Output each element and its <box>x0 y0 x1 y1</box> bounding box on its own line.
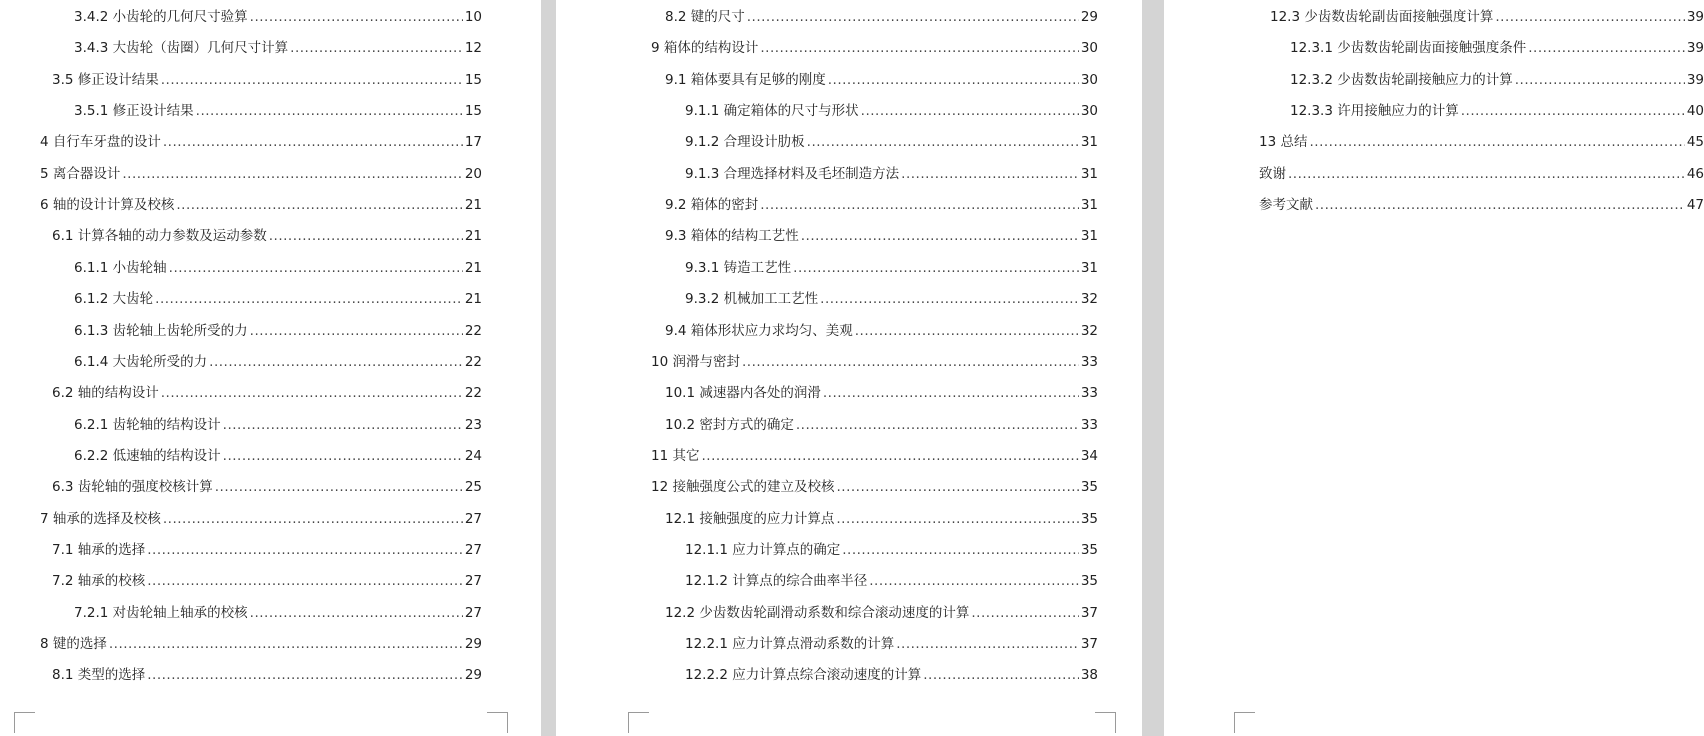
toc-entry-page-number: 21 <box>464 197 482 213</box>
dot-leader <box>176 194 462 216</box>
dot-leader <box>290 37 463 59</box>
toc-entry-title: 7.2.1 对齿轮轴上轴承的校核 <box>74 605 248 621</box>
toc-entry-page-number: 17 <box>464 134 482 150</box>
toc-entry-title: 7 轴承的选择及校核 <box>40 511 161 527</box>
toc-entry-title: 6.1.4 大齿轮所受的力 <box>74 354 208 370</box>
toc-entry-title: 12 接触强度公式的建立及校核 <box>651 479 835 495</box>
toc-entry-page-number: 29 <box>464 636 482 652</box>
dot-leader <box>1309 131 1684 153</box>
toc-entry-page-number: 35 <box>1080 542 1098 558</box>
dot-leader <box>147 539 463 561</box>
dot-leader <box>747 6 1079 28</box>
toc-entry-title: 12.1 接触强度的应力计算点 <box>665 511 835 527</box>
dot-leader <box>215 476 463 498</box>
toc-entry[interactable] <box>1259 163 1704 185</box>
toc-entry[interactable] <box>685 163 1098 185</box>
toc-entry[interactable] <box>685 100 1098 122</box>
toc-entry-page-number: 37 <box>1080 605 1098 621</box>
dot-leader <box>161 382 463 404</box>
toc-entry[interactable] <box>52 225 482 247</box>
toc-entry[interactable] <box>665 194 1098 216</box>
toc-entry[interactable] <box>40 163 482 185</box>
dot-leader <box>223 414 463 436</box>
toc-entry[interactable] <box>665 320 1098 342</box>
crop-mark <box>628 712 649 733</box>
toc-entry-title: 10.1 减速器内各处的润滑 <box>665 385 821 401</box>
toc-entry-title: 12.3 少齿数齿轮副齿面接触强度计算 <box>1270 9 1494 25</box>
toc-entry-title: 11 其它 <box>651 448 700 464</box>
toc-entry-title: 12.1.1 应力计算点的确定 <box>685 542 841 558</box>
dot-leader <box>109 633 463 655</box>
toc-entry-page-number: 46 <box>1686 166 1704 182</box>
toc-entry[interactable] <box>40 194 482 216</box>
toc-entry-page-number: 31 <box>1080 197 1098 213</box>
toc-entry-page-number: 21 <box>464 260 482 276</box>
dot-leader <box>807 131 1079 153</box>
dot-leader <box>923 664 1079 686</box>
dot-leader <box>1515 69 1685 91</box>
toc-entry-page-number: 39 <box>1686 9 1704 25</box>
toc-entry-title: 9.2 箱体的密封 <box>665 197 759 213</box>
dot-leader <box>169 257 463 279</box>
toc-entry-title: 6.1.3 齿轮轴上齿轮所受的力 <box>74 323 248 339</box>
toc-entry-title: 9 箱体的结构设计 <box>651 40 759 56</box>
toc-entry[interactable] <box>665 225 1098 247</box>
toc-entry-title: 7.2 轴承的校核 <box>52 573 146 589</box>
toc-entry-title: 6.2 轴的结构设计 <box>52 385 159 401</box>
toc-entry-title: 13 总结 <box>1259 134 1308 150</box>
toc-entry[interactable] <box>685 539 1098 561</box>
toc-entry-page-number: 29 <box>464 667 482 683</box>
toc-entry-title: 9.1.3 合理选择材料及毛坯制造方法 <box>685 166 900 182</box>
dot-leader <box>209 351 463 373</box>
toc-entry-title: 7.1 轴承的选择 <box>52 542 146 558</box>
dot-leader <box>196 100 463 122</box>
crop-mark <box>487 712 508 733</box>
toc-entry-title: 12.3.2 少齿数齿轮副接触应力的计算 <box>1290 72 1513 88</box>
toc-entry[interactable] <box>74 100 482 122</box>
toc-entry-page-number: 12 <box>464 40 482 56</box>
toc-entry-title: 12.2.2 应力计算点综合滚动速度的计算 <box>685 667 922 683</box>
toc-entry-title: 4 自行车牙盘的设计 <box>40 134 161 150</box>
toc-entry-page-number: 30 <box>1080 40 1098 56</box>
toc-entry[interactable] <box>651 445 1098 467</box>
dot-leader <box>147 570 463 592</box>
toc-entry[interactable] <box>52 664 482 686</box>
toc-entry-title: 9.3.2 机械加工工艺性 <box>685 291 819 307</box>
toc-entry[interactable] <box>1290 100 1704 122</box>
dot-leader <box>250 320 463 342</box>
toc-entry-title: 9.3 箱体的结构工艺性 <box>665 228 799 244</box>
toc-entry[interactable] <box>52 570 482 592</box>
toc-entry[interactable] <box>665 508 1098 530</box>
toc-entry[interactable] <box>1259 194 1704 216</box>
toc-entry-page-number: 31 <box>1080 260 1098 276</box>
dot-leader <box>161 69 463 91</box>
toc-entry[interactable] <box>685 131 1098 153</box>
toc-entry-title: 10 润滑与密封 <box>651 354 740 370</box>
toc-entry-title: 参考文献 <box>1259 197 1313 213</box>
dot-leader <box>147 664 463 686</box>
toc-entry-page-number: 27 <box>464 542 482 558</box>
toc-entry-page-number: 15 <box>464 103 482 119</box>
toc-entry-page-number: 23 <box>464 417 482 433</box>
toc-entry-page-number: 47 <box>1686 197 1704 213</box>
toc-entry-page-number: 34 <box>1080 448 1098 464</box>
dot-leader <box>796 414 1079 436</box>
toc-entry-page-number: 22 <box>464 385 482 401</box>
toc-entry[interactable] <box>74 351 482 373</box>
toc-entry[interactable] <box>685 288 1098 310</box>
dot-leader <box>1315 194 1685 216</box>
toc-entry-title: 6.1 计算各轴的动力参数及运动参数 <box>52 228 267 244</box>
toc-entry-title: 9.3.1 铸造工艺性 <box>685 260 792 276</box>
dot-leader <box>828 69 1079 91</box>
toc-entry[interactable] <box>74 288 482 310</box>
toc-entry-title: 12.2.1 应力计算点滑动系数的计算 <box>685 636 895 652</box>
toc-entry-page-number: 15 <box>464 72 482 88</box>
toc-entry-page-number: 45 <box>1686 134 1704 150</box>
toc-entry-title: 6.2.2 低速轴的结构设计 <box>74 448 221 464</box>
dot-leader <box>836 476 1078 498</box>
toc-entry-page-number: 24 <box>464 448 482 464</box>
dot-leader <box>823 382 1079 404</box>
toc-entry[interactable] <box>40 508 482 530</box>
toc-entry-title: 致谢 <box>1259 166 1286 182</box>
toc-entry-title: 12.2 少齿数齿轮副滑动系数和综合滚动速度的计算 <box>665 605 970 621</box>
toc-entry[interactable] <box>685 257 1098 279</box>
dot-leader <box>855 320 1079 342</box>
dot-leader <box>1288 163 1685 185</box>
toc-entry[interactable] <box>74 414 482 436</box>
toc-entry[interactable] <box>651 37 1098 59</box>
dot-leader <box>760 37 1078 59</box>
toc-entry-page-number: 31 <box>1080 166 1098 182</box>
toc-entry-page-number: 31 <box>1080 134 1098 150</box>
dot-leader <box>820 288 1079 310</box>
toc-entry[interactable] <box>651 476 1098 498</box>
toc-entry-page-number: 21 <box>464 291 482 307</box>
toc-entry-page-number: 40 <box>1686 103 1704 119</box>
toc-entry-page-number: 33 <box>1080 385 1098 401</box>
toc-entry-title: 6.2.1 齿轮轴的结构设计 <box>74 417 221 433</box>
toc-entry-title: 3.5 修正设计结果 <box>52 72 159 88</box>
toc-entry-page-number: 21 <box>464 228 482 244</box>
crop-mark <box>1095 712 1116 733</box>
dot-leader <box>250 6 463 28</box>
toc-entry-title: 12.1.2 计算点的综合曲率半径 <box>685 573 868 589</box>
toc-entry-title: 8 键的选择 <box>40 636 107 652</box>
dot-leader <box>250 602 463 624</box>
toc-entry-title: 9.1 箱体要具有足够的刚度 <box>665 72 826 88</box>
toc-entry-page-number: 38 <box>1080 667 1098 683</box>
toc-entry[interactable] <box>52 476 482 498</box>
dot-leader <box>742 351 1079 373</box>
toc-entry[interactable] <box>665 6 1098 28</box>
toc-entry-title: 3.4.3 大齿轮（齿圈）几何尺寸计算 <box>74 40 289 56</box>
toc-entry-page-number: 31 <box>1080 228 1098 244</box>
toc-entry-page-number: 39 <box>1686 40 1704 56</box>
toc-entry[interactable] <box>40 131 482 153</box>
document-page-3 <box>1164 0 1704 736</box>
toc-entry-page-number: 35 <box>1080 479 1098 495</box>
dot-leader <box>971 602 1078 624</box>
crop-mark <box>1234 712 1255 733</box>
toc-entry-title: 5 离合器设计 <box>40 166 121 182</box>
toc-entry[interactable] <box>52 539 482 561</box>
toc-entry-page-number: 27 <box>464 511 482 527</box>
toc-entry[interactable] <box>74 320 482 342</box>
toc-entry-title: 6.1.2 大齿轮 <box>74 291 154 307</box>
dot-leader <box>223 445 463 467</box>
toc-entry[interactable] <box>685 664 1098 686</box>
toc-entry-page-number: 37 <box>1080 636 1098 652</box>
toc-entry-title: 9.1.1 确定箱体的尺寸与形状 <box>685 103 859 119</box>
toc-entry-page-number: 32 <box>1080 323 1098 339</box>
toc-entry[interactable] <box>651 351 1098 373</box>
toc-entry[interactable] <box>74 37 482 59</box>
toc-entry-title: 3.4.2 小齿轮的几何尺寸验算 <box>74 9 248 25</box>
toc-entry[interactable] <box>1290 37 1704 59</box>
dot-leader <box>793 257 1079 279</box>
dot-leader <box>836 508 1078 530</box>
toc-entry-title: 3.5.1 修正设计结果 <box>74 103 194 119</box>
dot-leader <box>896 633 1079 655</box>
toc-entry[interactable] <box>665 382 1098 404</box>
toc-entry-title: 6.1.1 小齿轮轴 <box>74 260 167 276</box>
toc-entry-title: 8.2 键的尺寸 <box>665 9 745 25</box>
toc-entry-page-number: 35 <box>1080 573 1098 589</box>
toc-entry-page-number: 22 <box>464 354 482 370</box>
dot-leader <box>701 445 1078 467</box>
toc-entry-page-number: 32 <box>1080 291 1098 307</box>
dot-leader <box>269 225 463 247</box>
toc-entry-title: 9.4 箱体形状应力求均匀、美观 <box>665 323 853 339</box>
toc-entry-page-number: 30 <box>1080 72 1098 88</box>
toc-entry-page-number: 10 <box>464 9 482 25</box>
toc-entry[interactable] <box>1259 131 1704 153</box>
toc-entry[interactable] <box>1290 69 1704 91</box>
toc-entry-title: 12.3.3 许用接触应力的计算 <box>1290 103 1459 119</box>
toc-entry[interactable] <box>665 414 1098 436</box>
toc-entry[interactable] <box>1270 6 1704 28</box>
toc-entry-page-number: 20 <box>464 166 482 182</box>
toc-entry-page-number: 39 <box>1686 72 1704 88</box>
toc-entry-page-number: 35 <box>1080 511 1098 527</box>
toc-entry-title: 9.1.2 合理设计肋板 <box>685 134 805 150</box>
dot-leader <box>163 131 463 153</box>
toc-entry[interactable] <box>665 602 1098 624</box>
toc-entry[interactable] <box>685 570 1098 592</box>
toc-entry[interactable] <box>52 69 482 91</box>
toc-entry[interactable] <box>665 69 1098 91</box>
dot-leader <box>163 508 463 530</box>
dot-leader <box>1495 6 1684 28</box>
toc-entry-page-number: 30 <box>1080 103 1098 119</box>
toc-entry-page-number: 33 <box>1080 354 1098 370</box>
toc-entry-page-number: 29 <box>1080 9 1098 25</box>
toc-entry[interactable] <box>74 445 482 467</box>
toc-entry[interactable] <box>74 602 482 624</box>
dot-leader <box>1461 100 1685 122</box>
toc-entry-page-number: 33 <box>1080 417 1098 433</box>
toc-entry[interactable] <box>74 257 482 279</box>
toc-entry-title: 12.3.1 少齿数齿轮副齿面接触强度条件 <box>1290 40 1527 56</box>
toc-entry[interactable] <box>685 633 1098 655</box>
toc-entry[interactable] <box>74 6 482 28</box>
toc-entry-page-number: 27 <box>464 573 482 589</box>
toc-entry[interactable] <box>40 633 482 655</box>
toc-entry-title: 6 轴的设计计算及校核 <box>40 197 175 213</box>
toc-entry[interactable] <box>52 382 482 404</box>
toc-entry-page-number: 27 <box>464 605 482 621</box>
dot-leader <box>861 100 1079 122</box>
dot-leader <box>760 194 1079 216</box>
toc-entry-page-number: 22 <box>464 323 482 339</box>
dot-leader <box>901 163 1079 185</box>
toc-entry-title: 6.3 齿轮轴的强度校核计算 <box>52 479 213 495</box>
crop-mark <box>14 712 35 733</box>
dot-leader <box>801 225 1079 247</box>
document-page-1 <box>0 0 541 736</box>
dot-leader <box>122 163 462 185</box>
dot-leader <box>155 288 463 310</box>
document-page-2 <box>556 0 1142 736</box>
toc-entry-title: 10.2 密封方式的确定 <box>665 417 794 433</box>
toc-entry-page-number: 25 <box>464 479 482 495</box>
dot-leader <box>1528 37 1685 59</box>
dot-leader <box>869 570 1079 592</box>
dot-leader <box>842 539 1079 561</box>
toc-entry-title: 8.1 类型的选择 <box>52 667 146 683</box>
